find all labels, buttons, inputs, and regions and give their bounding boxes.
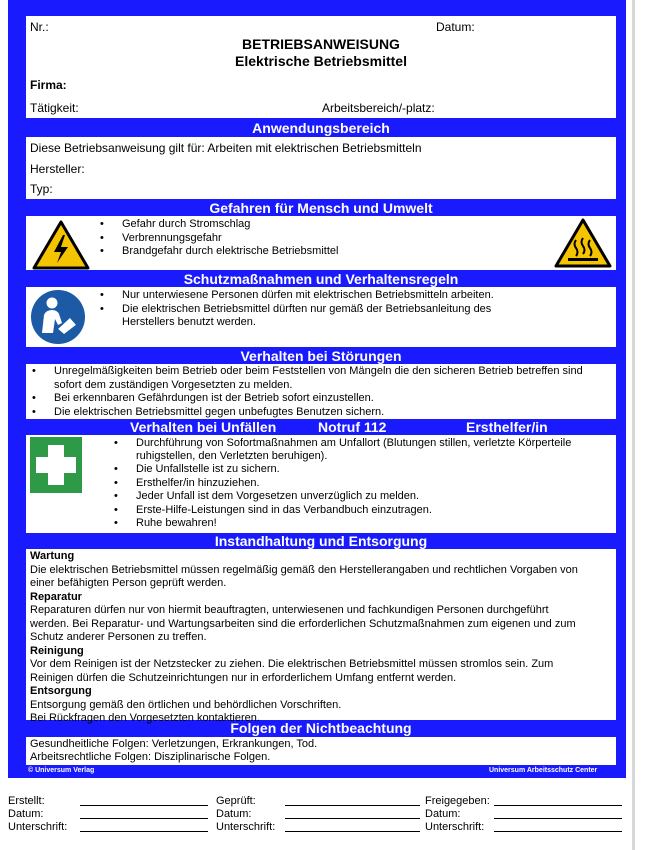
- entsorgung-text-1: Entsorgung gemäß den örtlichen und behördlichen Vorschriften.: [30, 698, 342, 711]
- list-item: • Ersthelfer/in hinzuziehen.: [136, 477, 432, 491]
- geprueft-datum-label: Datum:: [216, 808, 252, 820]
- first-aid-icon: [30, 437, 82, 493]
- firma-label: Firma:: [30, 78, 67, 92]
- unfaelle-continuation: ruhigstellen, den Verletzten beruhigen).: [136, 450, 328, 462]
- geprueft-unterschrift-line[interactable]: [285, 831, 420, 832]
- list-item: • Brandgefahr durch elektrische Betriebsmittel: [122, 245, 338, 259]
- reparatur-text-1: Reparaturen dürfen nur von hiermit beauftragten, unterwiesenen und fachkundigen Personen durchgeführt: [30, 604, 549, 616]
- erstellt-datum-line[interactable]: [80, 818, 208, 819]
- reparatur-text-2: werden. Bei Reparatur- und Wartungsarbeiten sind die erforderlichen Schutzmaßnahmen zum eigenen und zum: [30, 617, 576, 630]
- read-manual-icon: [30, 289, 86, 345]
- list-item: • Bei erkennbaren Gefährdungen ist der Betrieb sofort einzustellen.: [54, 392, 384, 406]
- header-box: [26, 16, 616, 118]
- section-heading-anwendungsbereich: Anwendungsbereich: [252, 120, 390, 136]
- freigegeben-unterschrift-line[interactable]: [494, 831, 622, 832]
- list-item: • Erste-Hilfe-Leistungen sind in das Verbandbuch einzutragen.: [136, 504, 432, 518]
- arbeitsbereich-label: Arbeitsbereich/-platz:: [322, 101, 435, 115]
- electric-hazard-icon: [32, 220, 90, 270]
- list-item: • Nur unterwiesene Personen dürfen mit elektrischen Betriebsmitteln arbeiten.: [122, 289, 494, 303]
- typ-label: Typ:: [30, 182, 53, 196]
- geprueft-datum-line[interactable]: [285, 818, 420, 819]
- folgen-line-2: Arbeitsrechtliche Folgen: Disziplinarische Folgen.: [30, 751, 271, 763]
- reinigung-title: Reinigung: [30, 644, 84, 657]
- page-subtitle: Elektrische Betriebsmittel: [235, 53, 407, 69]
- entsorgung-text-2: Bei Rückfragen den Vorgesetzten kontaktieren.: [30, 712, 260, 724]
- stoerungen-list-2: [54, 392, 384, 419]
- page-title: BETRIEBSANWEISUNG: [242, 36, 400, 52]
- reparatur-text-3: Schutz anderer Personen zu treffen.: [30, 631, 207, 643]
- list-item: • Durchführung von Sofortmaßnahmen am Unfallort (Blutungen stillen, verletzte Körperteile: [136, 437, 571, 451]
- instandhaltung-box: [26, 549, 616, 724]
- list-item: • Die elektrischen Betriebsmittel dürften nur gemäß der Betriebsanleitung des: [122, 303, 494, 317]
- list-item: • Jeder Unfall ist dem Vorgesetzen unverzüglich zu melden.: [136, 490, 432, 504]
- erstellt-label: Erstellt:: [8, 795, 45, 807]
- reinigung-text-1: Vor dem Reinigen ist der Netzstecker zu ziehen. Die elektrischen Betriebsmittel müssen stromlos sein. Zum: [30, 658, 554, 670]
- erstellt-unterschrift-label: Unterschrift:: [8, 821, 68, 833]
- schutz-list: [122, 289, 494, 316]
- folgen-line-1: Gesundheitliche Folgen: Verletzungen, Erkrankungen, Tod.: [30, 738, 318, 750]
- section-heading-instandhaltung: Instandhaltung und Entsorgung: [214, 533, 428, 549]
- nr-label: Nr.:: [30, 20, 49, 34]
- footer-center: Universum Arbeitsschutz Center: [489, 767, 598, 774]
- taetigkeit-label: Tätigkeit:: [30, 101, 79, 115]
- erstellt-unterschrift-line[interactable]: [80, 831, 208, 832]
- freigegeben-label: Freigegeben:: [425, 795, 490, 807]
- section-heading-stoerungen: Verhalten bei Störungen: [240, 348, 402, 364]
- wartung-title: Wartung: [30, 550, 75, 562]
- list-item: • Unregelmäßigkeiten beim Betrieb oder beim Feststellen von Mängeln die den sicheren Betrieb betreffen sind: [54, 365, 583, 379]
- geprueft-line[interactable]: [285, 805, 420, 806]
- instandhaltung-text: [30, 550, 578, 726]
- gefahren-box: [26, 216, 616, 270]
- freigegeben-line[interactable]: [494, 805, 622, 806]
- freigegeben-datum-line[interactable]: [494, 818, 622, 819]
- section-heading-folgen: Folgen der Nichtbeachtung: [230, 720, 412, 736]
- unfaelle-heading: Verhalten bei Unfällen: [130, 419, 277, 435]
- list-item: • Die Unfallstelle ist zu sichern.: [136, 463, 432, 477]
- page-edge-shadow: [632, 0, 635, 850]
- freigegeben-datum-label: Datum:: [425, 808, 461, 820]
- reinigung-text-2: Reinigen dürfen die Schutzeinrichtungen nur in erforderlichem Umfang entfernt werden.: [30, 671, 457, 684]
- folgen-box: [26, 737, 616, 765]
- footer-publisher: © Universum Verlag: [28, 767, 95, 774]
- stoerungen-box: [26, 364, 616, 419]
- freigegeben-unterschrift-label: Unterschrift:: [425, 821, 485, 833]
- erstellt-line[interactable]: [80, 805, 208, 806]
- list-item: • Gefahr durch Stromschlag: [122, 218, 338, 232]
- unfaelle-box: [26, 435, 616, 533]
- stoerungen-continuation: sofort dem zuständigen Vorgesetzten zu melden.: [54, 379, 293, 391]
- gefahren-list: [122, 218, 338, 259]
- instruction-frame: [8, 0, 626, 778]
- gilt-fuer-text: Diese Betriebsanweisung gilt für: Arbeiten mit elektrischen Betriebsmitteln: [30, 141, 422, 155]
- list-item: • Verbrennungsgefahr: [122, 232, 338, 246]
- wartung-text-2: einer befähigten Person geprüft werden.: [30, 577, 227, 589]
- unfaelle-list-2: [136, 463, 432, 531]
- anwendungsbereich-box: [26, 137, 616, 199]
- datum-label: Datum:: [436, 20, 475, 34]
- hersteller-label: Hersteller:: [30, 162, 85, 176]
- unfaelle-list: [136, 437, 571, 451]
- schutz-continuation: Herstellers benutzt werden.: [122, 316, 256, 328]
- schutz-box: [26, 287, 616, 347]
- list-item: • Die elektrischen Betriebsmittel gegen unbefugtes Benutzen sichern.: [54, 406, 384, 420]
- section-heading-schutz: Schutzmaßnahmen und Verhaltensregeln: [183, 271, 459, 287]
- geprueft-unterschrift-label: Unterschrift:: [216, 821, 276, 833]
- geprueft-label: Geprüft:: [216, 795, 256, 807]
- wartung-text-1: Die elektrischen Betriebsmittel müssen regelmäßig gemäß den Herstellerangaben und rechtlichen Vorgaben von: [30, 563, 578, 576]
- list-item: • Ruhe bewahren!: [136, 517, 432, 531]
- stoerungen-list: [54, 365, 583, 379]
- reparatur-title: Reparatur: [30, 590, 82, 603]
- hot-surface-icon: [554, 218, 612, 268]
- section-heading-gefahren: Gefahren für Mensch und Umwelt: [209, 200, 433, 216]
- ersthelfer-label: Ersthelfer/in: [466, 419, 548, 435]
- entsorgung-title: Entsorgung: [30, 685, 92, 697]
- notruf-number: Notruf 112: [318, 419, 387, 435]
- erstellt-datum-label: Datum:: [8, 808, 44, 820]
